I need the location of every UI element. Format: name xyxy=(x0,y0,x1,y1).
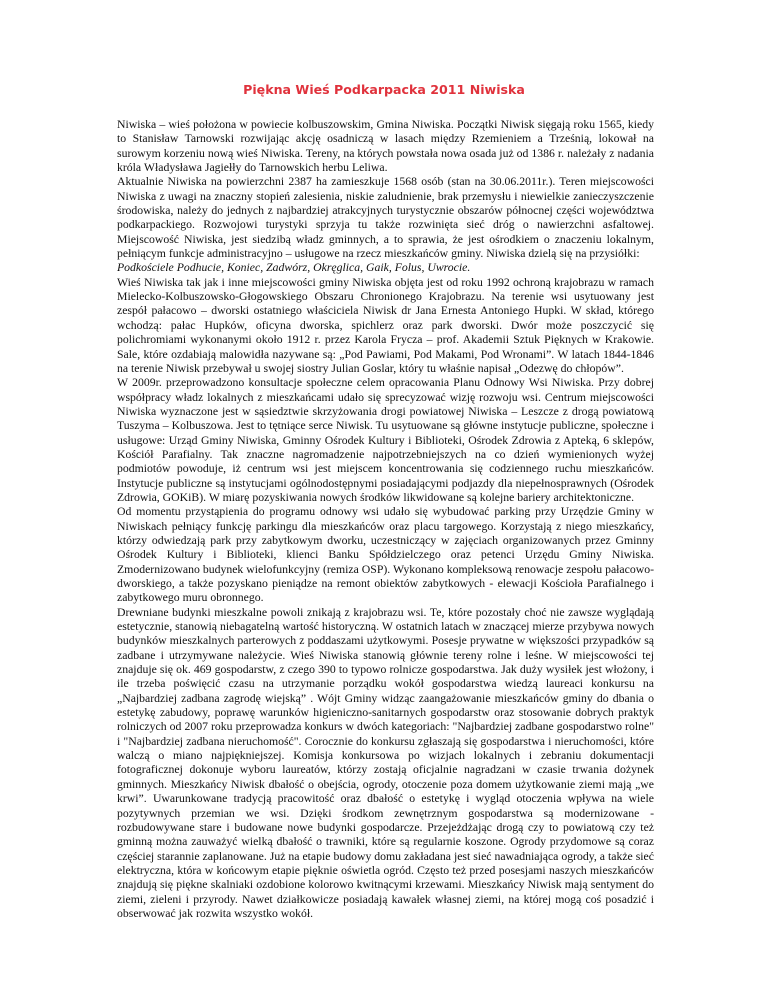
paragraph-current-state xyxy=(117,175,654,275)
hamlets-list: Podkościele Podhucie, Koniec, Zadwórz, Okręglica, Gaik, Folus, Uwrocie. xyxy=(117,261,471,275)
paragraph-landscape-protection: Wieś Niwiska tak jak i inne miejscowości gminy Niwiska objęta jest od roku 1992 ochroną krajobrazu w ramach Mielecko-Kolbuszowsko-Głogowskiego Obszaru Chronionego Krajobrazu. Na terenie wsi usytuowany jest zespół pałacowo – dworski ostatniego właściciela Niwisk dr Jana Ernesta Antoniego Hupki. W skład, którego wchodzą: pałac Hupków, oficyna dworska, spichlerz oraz park dworski. Dwór może poszczycić się polichromiami wykonanymi około 1912 r. przez Karola Frycza – prof. Akademii Sztuk Pięknych w Krakowie. Sale, które ozdabiają malowidła nazywane są: „Pod Pawiami, Pod Makami, Pod Wronami”. W latach 1844-1846 na terenie Niwisk przebywał u swojej siostry Julian Goslar, który tu właśnie napisał „Odezwę do chłopów”. xyxy=(117,275,654,375)
paragraph-village-renewal-plan: W 2009r. przeprowadzono konsultacje społeczne celem opracowania Planu Odnowy Wsi Niwiska. Przy dobrej współpracy władz lokalnych z mieszkańcami udało się sprecyzować wizję rozwoju wsi. Centrum miejscowości Niwiska wyznaczone jest w sąsiedztwie skrzyżowania drogi powiatowej Niwiska – Leszcze z drogą powiatową Tuszyma – Kolbuszowa. Jest to tętniące serce Niwisk. Tu usytuowane są główne instytucje publiczne, społeczne i usługowe: Urząd Gminy Niwiska, Gminny Ośrodek Kultury i Biblioteki, Ośrodek Zdrowia z Apteką, 6 sklepów, Kościół Parafialny. Tak znaczne nagromadzenie najpotrzebniejszych na co dzień wymienionych wyżej podmiotów powoduje, iż centrum wsi jest miejscem koncentrowania się codziennego ruchu mieszkańców. Instytucje publiczne są instytucjami ogólnodostępnymi posiadającymi podjazdy dla niepełnosprawnych (Ośrodek Zdrowia, GOKiB). W miarę pozyskiwania nowych środków likwidowane są kolejne bariery architektoniczne. xyxy=(117,376,654,504)
paragraph-history: Niwiska – wieś położona w powiecie kolbuszowskim, Gmina Niwiska. Początki Niwisk sięgają roku 1565, kiedy to Stanisław Tarnowski rozwijając akcję osadniczą w lasach między Rzemieniem a Trześnią, lokował na surowym korzeniu nową wieś Niwiska. Tereny, na których powstała nowa osada już od 1386 r. należały z nadania króla Władysława Jagiełły do Tarnowskich herbu Leliwa. xyxy=(117,118,654,175)
paragraph-residents-and-farms: Drewniane budynki mieszkalne powoli znikają z krajobrazu wsi. Te, które pozostały choć nie zawsze wyglądają estetycznie, stanowią niebagatelną wartość historyczną. W ostatnich latach w znaczącej mierze przybywa nowych budynków mieszkalnych parterowych z poddaszami użytkowymi. Posesje prywatne w większości przypadków są zadbane i utrzymywane należycie. Wieś Niwiska stanowią głównie tereny rolne i leśne. W miejscowości tej znajduje się ok. 469 gospodarstw, z czego 390 to typowo rolnicze gospodarstwa. Jak duży wysiłek jest włożony, i ile trzeba poświęcić czasu na utrzymanie porządku wokół gospodarstwa wiedzą laureaci konkursu na „Najbardziej zadbana zagrodę wiejską” . Wójt Gminy widząc zaangażowanie mieszkańców gminy do dbania o estetykę zabudowy, poprawę warunków higieniczno-sanitarnych gospodarstw oraz stosowanie dobrych praktyk rolniczych od 2007 roku przeprowadza konkurs w dwóch kategoriach: "Najbardziej zadbane gospodarstwo rolne" i "Najbardziej zadbana nieruchomość". Corocznie do konkursu zgłaszają się gospodarstwa i nieruchomości, które walczą o miano najpiękniejszej. Komisja konkursowa po wizjach lokalnych i zebraniu dokumentacji fotograficznej dokonuje wyboru laureatów, którzy zostają oficjalnie nagradzani w czasie trwania dożynek gminnych. Mieszkańcy Niwisk dbałość o obejścia, ogrody, otoczenie poza domem użytkowanie ziemi mają „we krwi”. Uwarunkowane tradycją pracowitość oraz dbałość o estetykę i wygląd otoczenia wpływa na wiele pozytywnych przemian we wsi. Dzięki środkom zewnętrznym gospodarstwa są modernizowane - rozbudowywane stare i budowane nowe budynki gospodarcze. Przejeżdżając drogą czy to powiatową czy też gminną można zauważyć wielką dbałość o trawniki, które są regularnie koszone. Ogrody przydomowe są coraz częściej starannie zaplanowane. Już na etapie budowy domu zakładana jest sieć nawadniająca ogrody, a także sieć elektryczna, która w końcowym etapie pięknie oświetla ogród. Często też przed posesjami naszych mieszkańców znajdują się piękne skalniaki ozdobione kolorowo kwitnącymi krzewami. Mieszkańcy Niwisk mają sentyment do ziemi, zieleni i przyrody. Nawet działkowicze posiadają kawałek własnej ziemi, na której mogą coś posadzić i obserwować jak rozwita wszystko wokół. xyxy=(117,605,654,920)
document-body xyxy=(117,118,654,921)
paragraph-current-state-text: Aktualnie Niwiska na powierzchni 2387 ha zamieszkuje 1568 osób (stan na 30.06.2011r.). Teren miejscowości Niwiska z uwagi na znaczny stopień zalesienia, niskie zaludnienie, brak przemysłu i niewielkie zanieczyszczenie środowiska, należy do jednych z najbardziej atrakcyjnych turystycznie obszarów północnej części województwa podkarpackiego. Rozwojowi turystyki sprzyja tu także rozwinięta sieć dróg o nawierzchni asfaltowej. Miejscowość Niwiska, jest siedzibą władz gminnych, a to sprawia, że jest ośrodkiem o znaczeniu lokalnym, pełniącym funkcje administracyjno – usługowe na rzecz mieszkańców gminy. Niwiska dzielą się na przysiółki: xyxy=(117,175,654,261)
document-title: Piękna Wieś Podkarpacka 2011 Niwiska xyxy=(243,82,525,97)
paragraph-investments: Od momentu przystąpienia do programu odnowy wsi udało się wybudować parking przy Urzędzie Gminy w Niwiskach pełniący funkcję parkingu dla mieszkańców oraz placu targowego. Korzystają z niego mieszkańcy, którzy odwiedzają park przy zabytkowym dworku, uczestniczący w zajęciach organizowanych przez Gminny Ośrodek Kultury i Biblioteki, klienci Banku Spółdzielczego oraz petenci Urzędu Gminy Niwiska. Zmodernizowano budynek wielofunkcyjny (remiza OSP). Wykonano kompleksową renowacje zespołu pałacowo-dworskiego, a także pozyskano pieniądze na remont obiektów zabytkowych - elewacji Kościoła Parafialnego i zabytkowego muru obronnego. xyxy=(117,505,654,605)
